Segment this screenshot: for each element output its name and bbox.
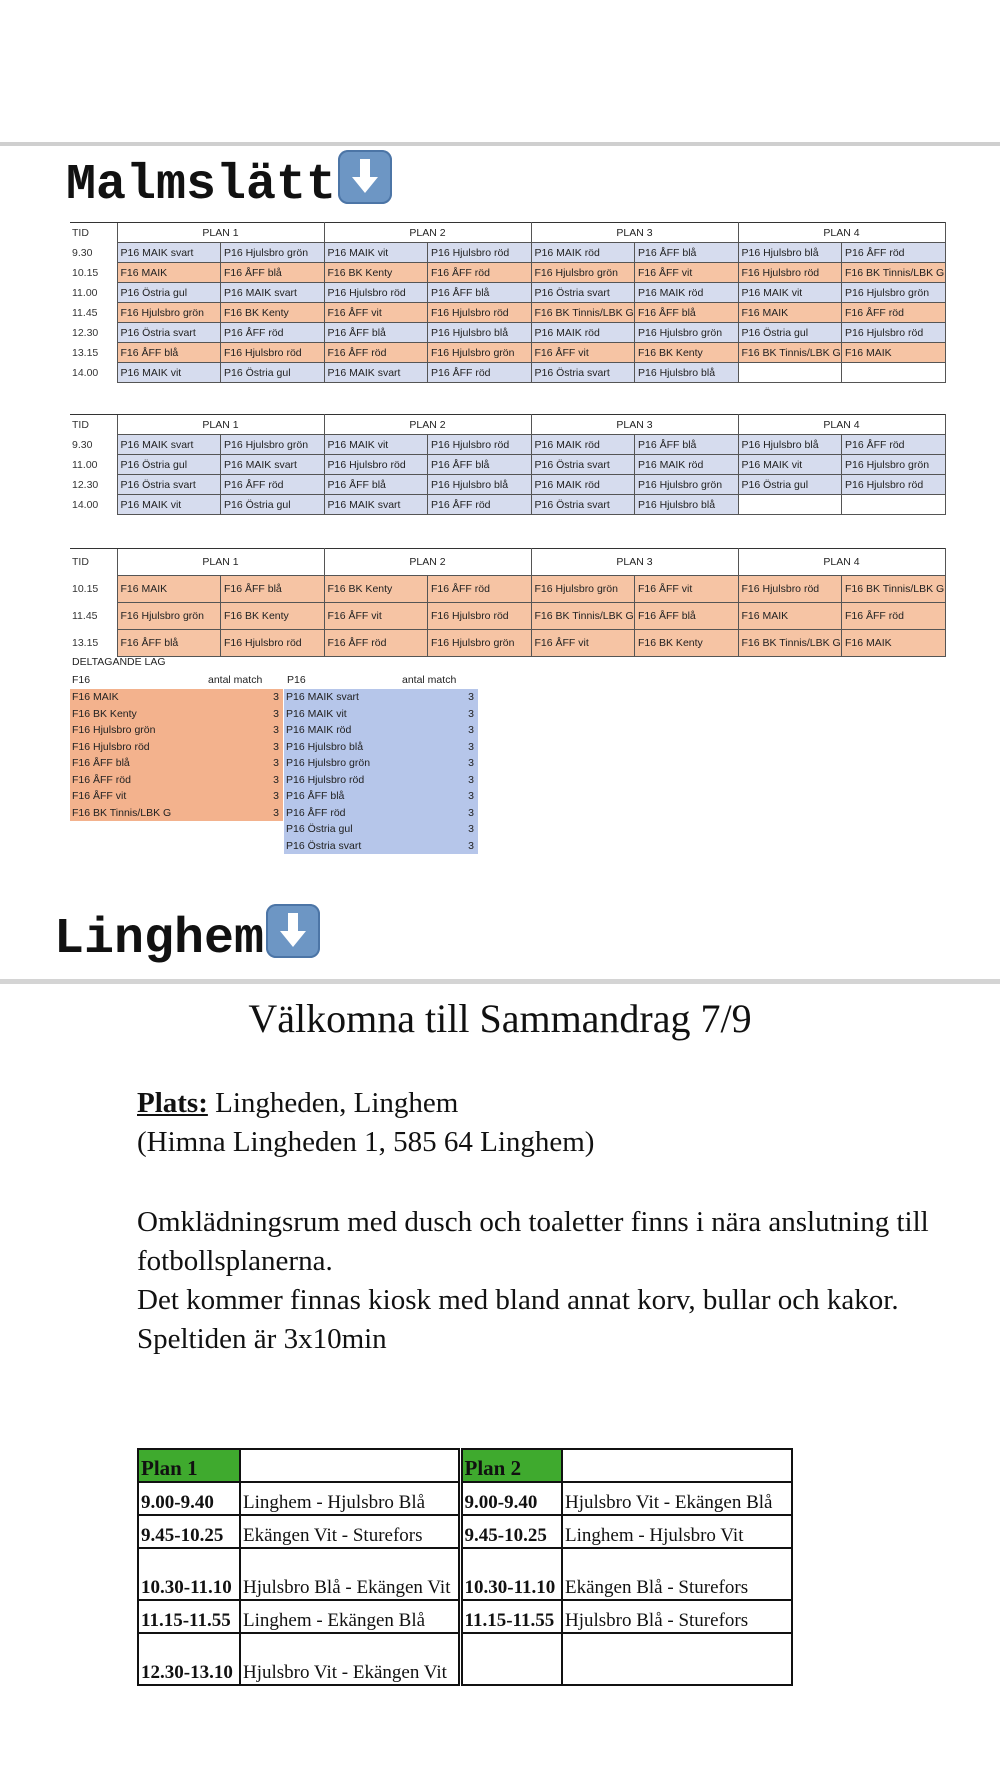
team-name: P16 MAIK röd (286, 724, 352, 736)
plan2-match: Hjulsbro Blå - Sturefors (562, 1600, 792, 1633)
plan2-time: 9.00-9.40 (460, 1482, 562, 1515)
team-row (70, 722, 283, 739)
match-cell: F16 Hjulsbro röd (428, 603, 532, 630)
match-count: 3 (273, 757, 279, 769)
participants-title: DELTAGANDE LAG (72, 656, 166, 668)
match-count: 3 (273, 724, 279, 736)
address-text: (Himna Lingheden 1, 585 64 Linghem) (137, 1126, 595, 1158)
match-cell: F16 Hjulsbro grön (531, 576, 635, 603)
match-cell: F16 MAIK (842, 630, 946, 657)
match-cell: P16 Hjulsbro grön (221, 435, 325, 455)
match-cell: P16 Östria gul (117, 283, 221, 303)
team-row (284, 739, 478, 756)
malmslatt-heading (66, 150, 392, 214)
tid-header: TID (70, 223, 117, 243)
tid-header: TID (70, 415, 117, 435)
team-name: P16 ÅFF röd (286, 806, 346, 819)
team-row (284, 821, 478, 838)
match-cell: F16 MAIK (738, 303, 842, 323)
plan-header: PLAN 3 (531, 415, 738, 435)
match-cell: F16 BK Tinnis/LBK G (842, 263, 946, 283)
schedule-row (70, 363, 945, 383)
linghem-row (138, 1515, 792, 1548)
team-row (284, 689, 478, 706)
plan-header: PLAN 4 (738, 549, 945, 576)
schedule-row (70, 455, 945, 475)
match-cell: F16 ÅFF blå (221, 576, 325, 603)
match-cell: P16 ÅFF röd (221, 323, 325, 343)
match-cell: P16 Hjulsbro röd (428, 243, 532, 263)
match-cell: P16 ÅFF blå (635, 243, 739, 263)
match-cell: P16 MAIK röd (531, 475, 635, 495)
schedule-row (70, 243, 945, 263)
match-cell: F16 BK Kenty (221, 303, 325, 323)
plan1-match: Hjulsbro Vit - Ekängen Vit (240, 1633, 460, 1685)
match-cell: F16 ÅFF röd (428, 576, 532, 603)
divider-top (0, 142, 1000, 146)
plan-header: PLAN 3 (531, 549, 738, 576)
time-cell: 9.30 (72, 438, 93, 451)
tid-header: TID (70, 549, 117, 576)
f16-team-list (70, 689, 283, 821)
match-cell: F16 MAIK (117, 576, 221, 603)
time-cell: 10.15 (72, 583, 99, 595)
match-cell: F16 ÅFF vit (324, 603, 428, 630)
match-count: 3 (468, 740, 474, 753)
f16-count-header: antal match (208, 674, 263, 686)
team-name: F16 Hjulsbro grön (72, 724, 156, 736)
f16-header: F16 (72, 674, 91, 686)
match-cell (738, 495, 842, 515)
match-cell: P16 Hjulsbro röd (324, 283, 428, 303)
team-row (70, 788, 283, 805)
match-count: 3 (468, 823, 474, 835)
team-name: P16 Östria svart (286, 839, 362, 852)
team-name: F16 MAIK (72, 691, 119, 703)
match-cell (842, 495, 946, 515)
team-name: P16 Hjulsbro grön (286, 757, 371, 769)
match-cell: F16 Hjulsbro röd (738, 576, 842, 603)
team-row (70, 772, 283, 789)
match-cell: F16 ÅFF blå (221, 263, 325, 283)
match-cell: P16 Hjulsbro blå (635, 363, 739, 383)
plan2-header: Plan 2 (460, 1449, 562, 1482)
match-cell: P16 Hjulsbro blå (738, 435, 842, 455)
match-cell (738, 363, 842, 383)
team-name: P16 Hjulsbro röd (286, 773, 365, 786)
plan2-time: 9.45-10.25 (460, 1515, 562, 1548)
team-row (70, 755, 283, 772)
plan-header: PLAN 1 (117, 223, 324, 243)
match-cell: F16 ÅFF blå (635, 303, 739, 323)
match-cell: P16 Östria svart (531, 283, 635, 303)
match-cell: P16 MAIK svart (117, 435, 221, 455)
match-cell: P16 MAIK vit (738, 455, 842, 475)
match-cell: P16 Östria svart (117, 323, 221, 343)
team-row (70, 805, 283, 822)
plan2-time (460, 1633, 562, 1685)
match-cell: P16 Östria gul (221, 495, 325, 515)
team-row (284, 805, 478, 822)
schedule-row (70, 435, 945, 455)
match-cell: P16 Östria gul (738, 475, 842, 495)
match-count: 3 (468, 707, 474, 720)
plats-label: Plats: (137, 1087, 208, 1119)
p16-team-list (284, 689, 478, 854)
time-cell: 10.15 (72, 266, 99, 279)
match-cell: F16 MAIK (738, 603, 842, 630)
malmslatt-heading-text: Malmslätt (66, 157, 337, 214)
down-arrow-icon (266, 904, 320, 958)
match-cell: F16 Hjulsbro grön (428, 343, 532, 363)
info-playtime: Speltiden är 3x10min (137, 1323, 387, 1355)
match-cell: P16 ÅFF blå (428, 283, 532, 303)
match-count: 3 (273, 790, 279, 802)
team-row (70, 706, 283, 723)
schedule-table-p16 (70, 414, 946, 515)
team-name: P16 MAIK svart (286, 691, 359, 703)
team-row (284, 772, 478, 789)
match-cell: F16 BK Tinnis/LBK G (531, 603, 635, 630)
plan1-match: Hjulsbro Blå - Ekängen Vit (240, 1548, 460, 1600)
time-cell: 9.30 (72, 246, 93, 259)
match-count: 3 (468, 773, 474, 786)
doc-title: Välkomna till Sammandrag 7/9 (248, 996, 752, 1041)
plan2-match: Linghem - Hjulsbro Vit (562, 1515, 792, 1548)
match-count: 3 (273, 773, 279, 786)
match-cell: P16 Hjulsbro grön (842, 455, 946, 475)
match-cell: P16 Östria svart (531, 455, 635, 475)
match-cell: F16 ÅFF röd (842, 603, 946, 630)
plan1-match: Linghem - Ekängen Blå (240, 1600, 460, 1633)
plan-header: PLAN 1 (117, 549, 324, 576)
match-cell: F16 MAIK (117, 263, 221, 283)
plan1-time: 9.00-9.40 (138, 1482, 240, 1515)
time-cell: 12.30 (72, 326, 99, 339)
match-cell: P16 MAIK röd (531, 435, 635, 455)
schedule-row (70, 323, 945, 343)
divider-middle (0, 979, 1000, 984)
p16-header: P16 (287, 674, 306, 686)
time-cell: 13.15 (72, 346, 99, 359)
team-row (70, 739, 283, 756)
match-cell: P16 Hjulsbro grön (221, 243, 325, 263)
match-cell: P16 Östria gul (221, 363, 325, 383)
match-cell: P16 Hjulsbro röd (324, 455, 428, 475)
match-cell: F16 BK Tinnis/LBK G (531, 303, 635, 323)
match-cell: P16 MAIK vit (738, 283, 842, 303)
match-cell: F16 Hjulsbro grön (117, 603, 221, 630)
match-cell: F16 MAIK (842, 343, 946, 363)
team-name: P16 Östria gul (286, 823, 353, 835)
match-cell: P16 MAIK röd (635, 283, 739, 303)
linghem-row (138, 1482, 792, 1515)
team-row (284, 788, 478, 805)
linghem-row (138, 1548, 792, 1600)
match-cell: F16 ÅFF vit (635, 576, 739, 603)
plan1-time: 11.15-11.55 (138, 1600, 240, 1633)
match-cell: P16 Hjulsbro blå (738, 243, 842, 263)
match-cell: F16 BK Kenty (635, 343, 739, 363)
match-cell: P16 Hjulsbro grön (842, 283, 946, 303)
team-name: F16 Hjulsbro röd (72, 740, 150, 753)
plan1-time: 9.45-10.25 (138, 1515, 240, 1548)
match-cell: F16 BK Tinnis/LBK G (842, 576, 946, 603)
schedule-row (70, 576, 945, 603)
team-name: F16 BK Tinnis/LBK G (72, 806, 172, 819)
match-cell: P16 Östria gul (117, 455, 221, 475)
plan2-time: 11.15-11.55 (460, 1600, 562, 1633)
match-cell: P16 Hjulsbro röd (842, 475, 946, 495)
match-count: 3 (468, 790, 474, 802)
match-cell: F16 ÅFF röd (842, 303, 946, 323)
match-cell: F16 Hjulsbro röd (221, 630, 325, 657)
linghem-row (138, 1600, 792, 1633)
plan1-match: Ekängen Vit - Sturefors (240, 1515, 460, 1548)
plats-value: Lingheden, Linghem (207, 1087, 459, 1119)
schedule-table-f16 (70, 548, 946, 657)
match-cell: P16 Hjulsbro grön (635, 323, 739, 343)
linghem-heading (54, 904, 320, 968)
linghem-heading-text: Linghem (54, 911, 265, 968)
info-changing-rooms: Omklädningsrum med dusch och toaletter finns i nära anslutning till fotbollsplanerna. (137, 1206, 929, 1277)
match-count: 3 (468, 724, 474, 736)
match-cell: F16 Hjulsbro röd (221, 343, 325, 363)
time-cell: 11.00 (72, 458, 98, 471)
match-cell (842, 363, 946, 383)
match-cell: P16 MAIK röd (531, 323, 635, 343)
team-row (70, 689, 283, 706)
match-cell: P16 MAIK svart (221, 283, 325, 303)
match-cell: P16 MAIK röd (635, 455, 739, 475)
match-cell: F16 BK Tinnis/LBK G (738, 343, 842, 363)
match-cell: P16 Hjulsbro röd (428, 435, 532, 455)
match-cell: P16 Hjulsbro grön (635, 475, 739, 495)
match-cell: F16 Hjulsbro röd (428, 303, 532, 323)
match-cell: F16 ÅFF blå (117, 343, 221, 363)
info-kiosk: Det kommer finnas kiosk med bland annat korv, bullar och kakor. (137, 1284, 899, 1316)
match-cell: F16 ÅFF vit (531, 630, 635, 657)
match-cell: F16 ÅFF röd (324, 630, 428, 657)
time-cell: 13.15 (72, 637, 99, 649)
match-cell: F16 Hjulsbro grön (428, 630, 532, 657)
match-cell: F16 Hjulsbro röd (738, 263, 842, 283)
plan-header: PLAN 4 (738, 415, 945, 435)
match-cell: F16 BK Kenty (324, 263, 428, 283)
team-name: F16 ÅFF blå (72, 757, 130, 769)
team-row (284, 722, 478, 739)
plan-header: PLAN 2 (324, 415, 531, 435)
match-cell: F16 BK Tinnis/LBK G (738, 630, 842, 657)
match-cell: P16 ÅFF blå (324, 475, 428, 495)
match-cell: P16 MAIK vit (117, 495, 221, 515)
match-cell: P16 Hjulsbro blå (428, 475, 532, 495)
match-cell: P16 MAIK röd (531, 243, 635, 263)
match-cell: F16 BK Kenty (635, 630, 739, 657)
plan2-match: Hjulsbro Vit - Ekängen Blå (562, 1482, 792, 1515)
plan1-match: Linghem - Hjulsbro Blå (240, 1482, 460, 1515)
match-cell: P16 MAIK vit (117, 363, 221, 383)
plan2-match (562, 1633, 792, 1685)
time-cell: 11.45 (72, 610, 98, 622)
match-count: 3 (273, 740, 279, 753)
match-count: 3 (468, 806, 474, 819)
plan-header: PLAN 3 (531, 223, 738, 243)
match-cell: P16 Hjulsbro blå (635, 495, 739, 515)
plan2-match: Ekängen Blå - Sturefors (562, 1548, 792, 1600)
plan-header: PLAN 1 (117, 415, 324, 435)
match-cell: P16 ÅFF röd (221, 475, 325, 495)
schedule-row (70, 630, 945, 657)
team-name: F16 ÅFF röd (72, 773, 131, 786)
match-cell: P16 Östria svart (117, 475, 221, 495)
match-cell: F16 ÅFF vit (324, 303, 428, 323)
match-cell: F16 ÅFF blå (635, 603, 739, 630)
p16-count-header: antal match (402, 674, 457, 686)
match-cell: P16 ÅFF röd (428, 363, 532, 383)
team-name: P16 MAIK vit (286, 707, 347, 720)
team-name: P16 Hjulsbro blå (286, 740, 364, 753)
time-cell: 11.00 (72, 286, 98, 299)
match-cell: P16 ÅFF blå (428, 455, 532, 475)
location-block (137, 1084, 957, 1162)
info-block (137, 1203, 957, 1359)
plan1-time: 10.30-11.10 (138, 1548, 240, 1600)
match-cell: P16 MAIK svart (117, 243, 221, 263)
down-arrow-icon (338, 150, 392, 204)
plan-header: PLAN 2 (324, 223, 531, 243)
match-cell: F16 BK Kenty (324, 576, 428, 603)
team-row (284, 838, 478, 855)
time-cell: 14.00 (72, 498, 99, 511)
match-cell: P16 Östria svart (531, 495, 635, 515)
match-count: 3 (468, 839, 474, 852)
schedule-row (70, 303, 945, 323)
match-cell: F16 BK Kenty (221, 603, 325, 630)
schedule-row (70, 475, 945, 495)
side-watermark (985, 780, 999, 900)
match-cell: P16 Hjulsbro blå (428, 323, 532, 343)
linghem-schedule-table (137, 1448, 793, 1686)
schedule-row (70, 495, 945, 515)
schedule-row (70, 283, 945, 303)
plan-header: PLAN 4 (738, 223, 945, 243)
match-cell: F16 Hjulsbro grön (117, 303, 221, 323)
match-cell: P16 MAIK svart (221, 455, 325, 475)
match-count: 3 (468, 757, 474, 769)
plan1-header: Plan 1 (138, 1449, 240, 1482)
plan-header: PLAN 2 (324, 549, 531, 576)
plan1-time: 12.30-13.10 (138, 1633, 240, 1685)
match-cell: F16 ÅFF röd (324, 343, 428, 363)
schedule-row (70, 263, 945, 283)
match-cell: F16 ÅFF blå (117, 630, 221, 657)
time-cell: 11.45 (72, 306, 98, 319)
schedule-row (70, 603, 945, 630)
match-cell: P16 MAIK svart (324, 495, 428, 515)
match-cell: P16 ÅFF blå (324, 323, 428, 343)
team-row (284, 755, 478, 772)
match-count: 3 (273, 691, 279, 703)
schedule-table-full (70, 222, 946, 383)
plan2-time: 10.30-11.10 (460, 1548, 562, 1600)
match-cell: F16 ÅFF vit (635, 263, 739, 283)
team-name: F16 ÅFF vit (72, 790, 127, 802)
time-cell: 14.00 (72, 366, 99, 379)
schedule-row (70, 343, 945, 363)
team-name: P16 ÅFF blå (286, 790, 345, 802)
match-cell: P16 MAIK vit (324, 243, 428, 263)
match-cell: F16 ÅFF vit (531, 343, 635, 363)
match-cell: P16 Hjulsbro röd (842, 323, 946, 343)
match-cell: P16 ÅFF röd (842, 243, 946, 263)
match-cell: P16 ÅFF röd (428, 495, 532, 515)
linghem-row (138, 1633, 792, 1685)
match-cell: P16 MAIK vit (324, 435, 428, 455)
match-count: 3 (468, 691, 474, 703)
match-count: 3 (273, 806, 279, 819)
match-cell: F16 ÅFF röd (428, 263, 532, 283)
team-name: F16 BK Kenty (72, 707, 137, 720)
match-cell: F16 Hjulsbro grön (531, 263, 635, 283)
match-cell: P16 Östria gul (738, 323, 842, 343)
match-cell: P16 MAIK svart (324, 363, 428, 383)
match-cell: P16 Östria svart (531, 363, 635, 383)
match-cell: P16 ÅFF blå (635, 435, 739, 455)
team-row (284, 706, 478, 723)
match-cell: P16 ÅFF röd (842, 435, 946, 455)
time-cell: 12.30 (72, 478, 99, 491)
match-count: 3 (273, 707, 279, 720)
